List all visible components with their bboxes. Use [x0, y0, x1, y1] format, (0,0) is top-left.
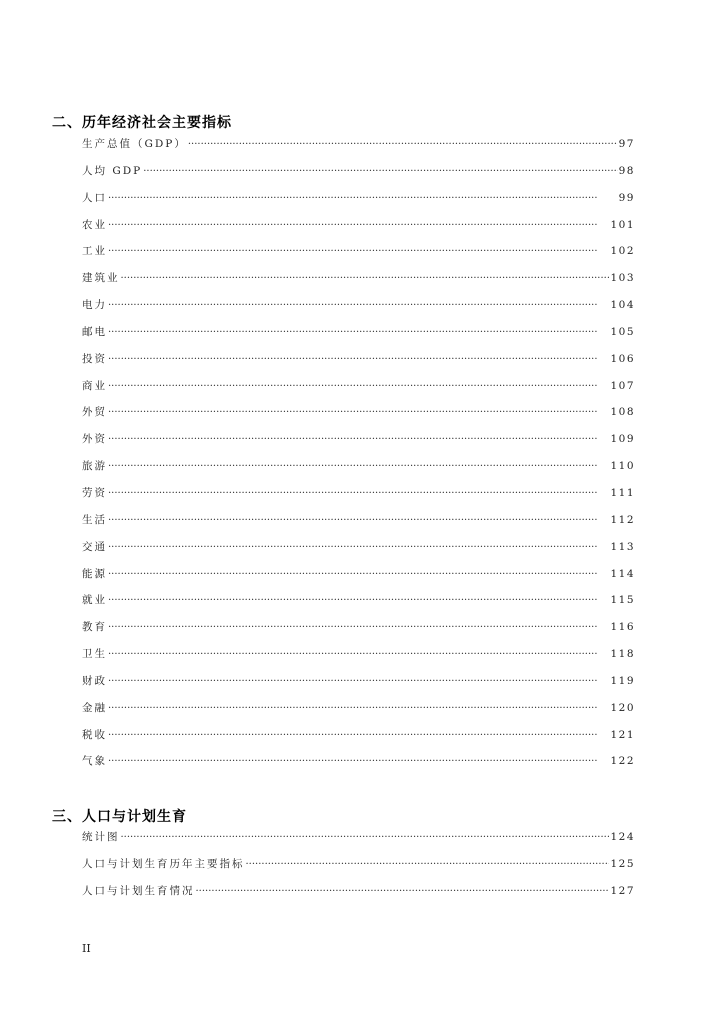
dot-leader [121, 273, 610, 284]
toc-entry-page: 116 [610, 621, 635, 634]
toc-entry-page: 114 [610, 567, 635, 580]
toc-entry[interactable] [82, 700, 635, 727]
dot-leader [108, 488, 609, 499]
toc-entry[interactable] [82, 404, 635, 431]
toc-entry[interactable] [82, 485, 635, 512]
toc-economic-indicators [82, 136, 635, 780]
toc-entry-page: 106 [610, 352, 635, 365]
toc-entry-label: 能源 [82, 567, 107, 580]
toc-entry[interactable] [82, 270, 635, 297]
dot-leader [108, 649, 609, 660]
toc-entry-page: 118 [610, 648, 635, 661]
toc-entry-label: 电力 [82, 299, 107, 312]
dot-leader [108, 569, 609, 580]
toc-entry[interactable] [82, 727, 635, 754]
toc-entry-label: 人口与计划生育历年主要指标 [82, 857, 245, 870]
toc-entry-label: 生活 [82, 513, 107, 526]
toc-entry-page: 121 [610, 728, 635, 741]
toc-entry[interactable] [82, 539, 635, 566]
toc-entry-label: 邮电 [82, 325, 107, 338]
toc-entry-label: 人口与计划生育情况 [82, 884, 195, 897]
toc-entry-page: 110 [610, 460, 635, 473]
toc-entry[interactable] [82, 856, 635, 883]
toc-entry-label: 劳资 [82, 486, 107, 499]
dot-leader [196, 886, 610, 897]
toc-entry-page: 120 [610, 701, 635, 714]
toc-entry[interactable] [82, 136, 635, 163]
dot-leader [108, 300, 609, 311]
dot-leader [108, 756, 609, 767]
dot-leader [108, 542, 609, 553]
dot-leader [121, 832, 610, 843]
toc-entry-page: 98 [618, 164, 635, 177]
dot-leader [108, 461, 609, 472]
toc-entry-label: 人均 GDP [82, 164, 143, 177]
toc-entry[interactable] [82, 378, 635, 405]
toc-entry-page: 101 [610, 218, 635, 231]
toc-entry[interactable] [82, 458, 635, 485]
toc-population [82, 829, 635, 910]
toc-entry[interactable] [82, 512, 635, 539]
toc-entry-page: 104 [610, 299, 635, 312]
toc-entry-label: 农业 [82, 218, 107, 231]
toc-entry-page: 105 [610, 325, 635, 338]
toc-entry[interactable] [82, 753, 635, 780]
toc-entry[interactable] [82, 243, 635, 270]
dot-leader [108, 246, 609, 257]
toc-entry[interactable] [82, 351, 635, 378]
toc-entry[interactable] [82, 217, 635, 244]
dot-leader [108, 193, 618, 204]
toc-entry-label: 投资 [82, 352, 107, 365]
toc-entry-page: 125 [610, 857, 635, 870]
toc-entry-label: 财政 [82, 674, 107, 687]
section-heading-economic-indicators: 二、历年经济社会主要指标 [52, 115, 232, 131]
toc-entry-page: 103 [610, 272, 635, 285]
toc-entry[interactable] [82, 619, 635, 646]
toc-entry-page: 112 [610, 513, 635, 526]
dot-leader [143, 166, 617, 177]
toc-entry-page: 108 [610, 406, 635, 419]
toc-entry-page: 119 [610, 674, 635, 687]
toc-entry-page: 127 [610, 884, 635, 897]
toc-entry-page: 122 [610, 755, 635, 768]
toc-entry-label: 人口 [82, 191, 107, 204]
dot-leader [188, 139, 618, 150]
toc-entry-label: 外贸 [82, 406, 107, 419]
section-heading-population: 三、人口与计划生育 [52, 809, 187, 825]
page-number: II [82, 942, 91, 955]
toc-entry[interactable] [82, 297, 635, 324]
toc-entry[interactable] [82, 324, 635, 351]
toc-entry[interactable] [82, 163, 635, 190]
toc-entry[interactable] [82, 883, 635, 910]
toc-entry-label: 统计图 [82, 831, 120, 843]
dot-leader [108, 622, 609, 633]
toc-entry[interactable] [82, 673, 635, 700]
dot-leader [108, 434, 609, 445]
toc-entry[interactable] [82, 190, 635, 217]
toc-entry-page: 97 [618, 138, 635, 150]
toc-entry-label: 税收 [82, 728, 107, 741]
dot-leader [108, 515, 609, 526]
dot-leader [108, 730, 609, 741]
dot-leader [108, 595, 609, 606]
dot-leader [108, 381, 609, 392]
toc-entry-page: 115 [610, 594, 635, 607]
toc-entry-label: 就业 [82, 594, 107, 607]
toc-entry-page: 124 [610, 831, 635, 843]
toc-entry-page: 111 [610, 486, 635, 499]
toc-entry-page: 113 [610, 540, 635, 553]
toc-entry-label: 生产总值（GDP） [82, 138, 187, 150]
toc-entry-label: 商业 [82, 379, 107, 392]
toc-entry-label: 气象 [82, 755, 107, 768]
dot-leader [108, 703, 609, 714]
toc-entry-label: 建筑业 [82, 272, 120, 285]
dot-leader [108, 354, 609, 365]
toc-entry-page: 102 [610, 245, 635, 258]
toc-entry-label: 金融 [82, 701, 107, 714]
toc-entry-page: 99 [618, 191, 635, 204]
toc-entry-label: 工业 [82, 245, 107, 258]
toc-entry-label: 旅游 [82, 460, 107, 473]
toc-entry[interactable] [82, 431, 635, 458]
toc-entry[interactable] [82, 592, 635, 619]
dot-leader [108, 676, 609, 687]
toc-entry[interactable] [82, 646, 635, 673]
toc-entry[interactable] [82, 566, 635, 593]
toc-entry-label: 卫生 [82, 648, 107, 661]
toc-entry-label: 交通 [82, 540, 107, 553]
toc-entry-label: 外资 [82, 433, 107, 446]
dot-leader [108, 220, 609, 231]
toc-entry[interactable] [82, 829, 635, 856]
toc-entry-page: 107 [610, 379, 635, 392]
dot-leader [108, 327, 609, 338]
toc-entry-label: 教育 [82, 621, 107, 634]
dot-leader [108, 407, 609, 418]
dot-leader [246, 859, 610, 870]
toc-entry-page: 109 [610, 433, 635, 446]
